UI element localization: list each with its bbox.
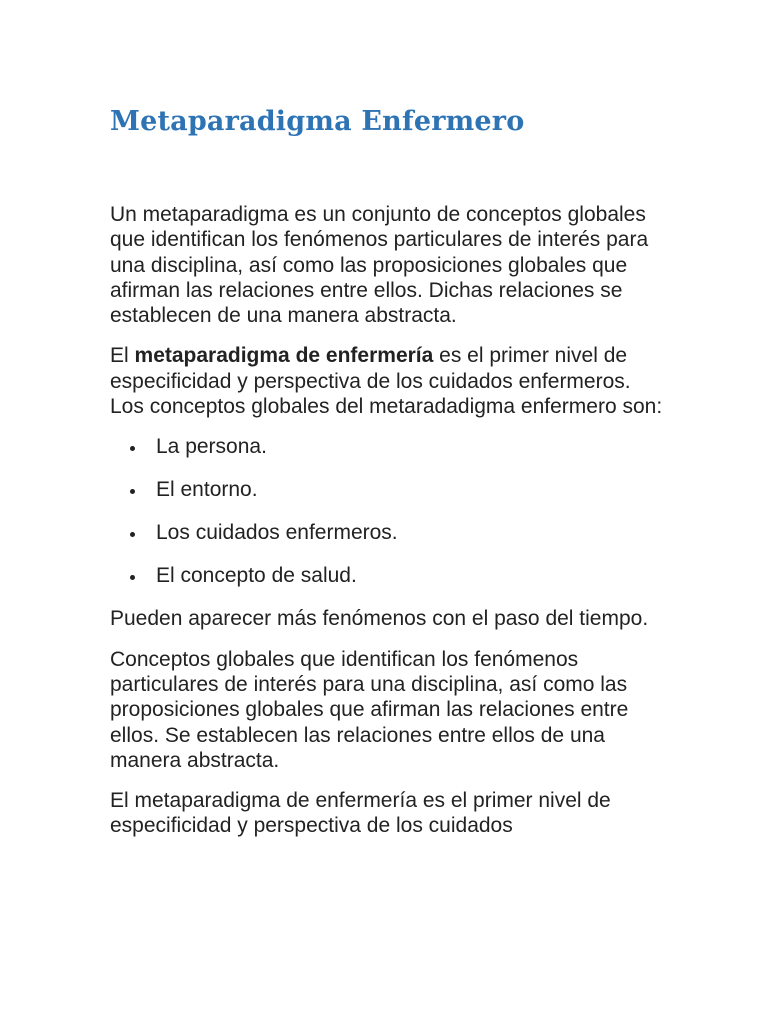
definition-paragraph: [110, 343, 670, 419]
definition-suffix: es el primer nivel de especificidad y perspectiva de los cuidados enfermeros. Los conceptos globales del metaradadigma enfermero son:: [110, 344, 663, 419]
definition-prefix: El: [110, 344, 135, 368]
bullet-icon: [130, 532, 135, 537]
time-paragraph: Pueden aparecer más fenómenos con el paso del tiempo.: [110, 607, 649, 631]
document-title: Metaparadigma Enfermero: [110, 106, 525, 137]
list-item: [110, 520, 670, 545]
bullet-icon: [130, 489, 135, 494]
list-item: [110, 563, 670, 588]
bullet-icon: [130, 575, 135, 580]
document-page: [110, 100, 670, 854]
closing-paragraph: El metaparadigma de enfermería es el primer nivel de especificidad y perspectiva de los cuidados: [110, 789, 611, 838]
list-item-label: El concepto de salud.: [156, 564, 357, 588]
concepts-paragraph: Conceptos globales que identifican los fenómenos particulares de interés para una disciplina, así como las proposiciones globales que afirman las relaciones entre ellos. Se establecen las relaciones entre ellos de una manera abstracta.: [110, 647, 629, 772]
list-item-label: Los cuidados enfermeros.: [156, 521, 398, 545]
intro-paragraph: Un metaparadigma es un conjunto de conceptos globales que identifican los fenómenos particulares de interés para una disciplina, así como las proposiciones globales que afirman las relaciones entre ellos. Dichas relaciones se establecen de una manera abstracta.: [110, 203, 649, 328]
list-item-label: La persona.: [156, 435, 267, 459]
list-item: [110, 477, 670, 502]
list-item-label: El entorno.: [156, 478, 258, 502]
list-item: [110, 434, 670, 459]
definition-bold-term: metaparadigma de enfermería: [134, 344, 434, 368]
bullet-icon: [130, 446, 135, 451]
concepts-list: [110, 434, 670, 588]
